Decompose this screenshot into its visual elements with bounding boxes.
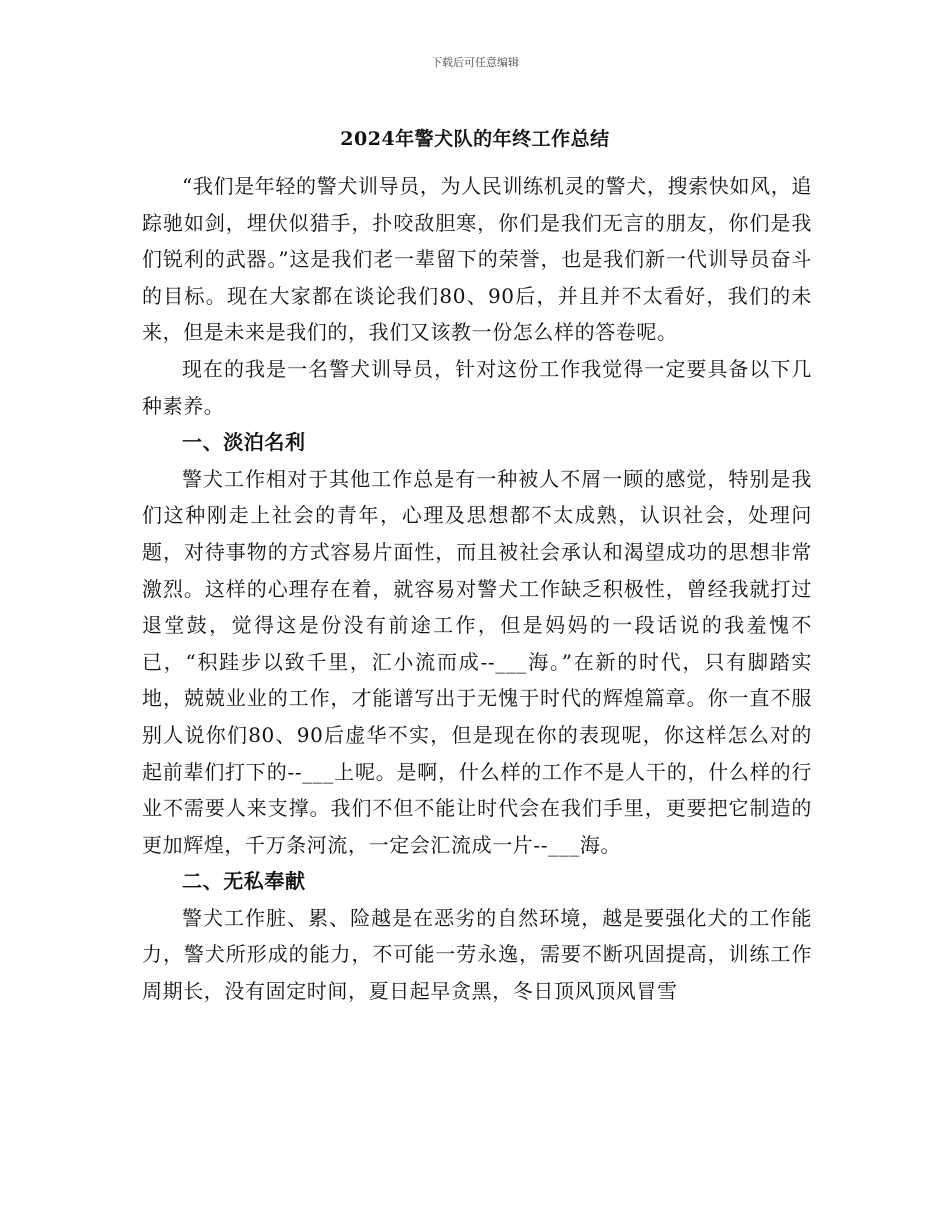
section-body-1: 警犬工作相对于其他工作总是有一种被人不屑一顾的感觉，特别是我们这种刚走上社会的青年，心理及思想都不太成熟，认识社会，处理问题，对待事物的方式容易片面性，而且被社会承认和渴望成功的思想非常激烈。这样的心理存在着，就容易对警犬工作缺乏积极性，曾经我就打过退堂鼓，觉得这是份没有前途工作，但是妈妈的一段话说的我羞愧不已，“积跬步以致千里，汇小流而成--___海。”在新的时代，只有脚踏实地，兢兢业业的工作，才能谱写出于无愧于时代的辉煌篇章。你一直不服别人说你们80、90后虚华不实，但是现在你的表现呢，你这样怎么对的起前辈们打下的--___上呢。是啊，什么样的工作不是人干的，什么样的行业不需要人来支撑。我们不但不能让时代会在我们手里，更要把它制造的更加辉煌，千万条河流，一定会汇流成一片--___海。: [142, 466, 812, 857]
section-heading-2: 二、无私奉献: [182, 869, 306, 894]
page-header-note: 下载后可任意编辑: [431, 56, 519, 69]
document-title: 2024年警犬队的年终工作总结: [340, 128, 610, 150]
document-body: [142, 168, 812, 1010]
intro-paragraph: “我们是年轻的警犬训导员，为人民训练机灵的警犬，搜索快如风，追踪驰如剑，埋伏似猎手，扑咬敌胆寒，你们是我们无言的朋友，你们是我们锐利的武器。”这是我们老一辈留下的荣誉，也是我们新一代训导员奋斗的目标。现在大家都在谈论我们80、90后，并且并不太看好，我们的未来，但是未来是我们的，我们又该教一份怎么样的答卷呢。: [142, 174, 812, 345]
qualities-intro-paragraph: 现在的我是一名警犬训导员，针对这份工作我觉得一定要具备以下几种素养。: [142, 356, 812, 418]
section-heading-1: 一、淡泊名利: [182, 430, 306, 455]
section-body-2: 警犬工作脏、累、险越是在恶劣的自然环境，越是要强化犬的工作能力，警犬所形成的能力，不可能一劳永逸，需要不断巩固提高，训练工作周期长，没有固定时间，夏日起早贪黑，冬日顶风顶风冒雪: [142, 905, 812, 1004]
